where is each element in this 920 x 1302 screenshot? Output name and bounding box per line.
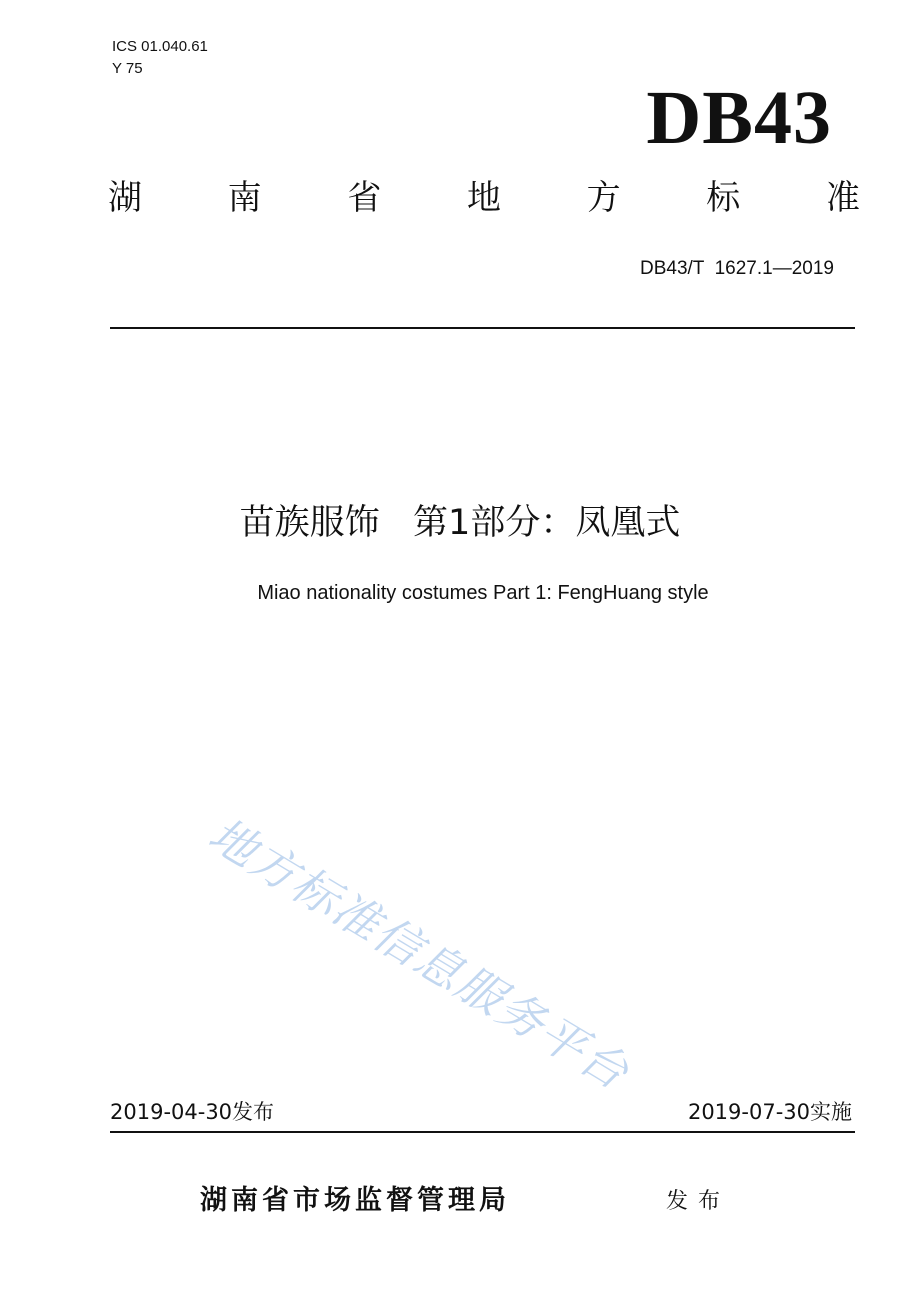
classification-codes	[112, 36, 208, 80]
issued-label: 发布	[666, 1189, 731, 1214]
issue-date: 2019-04-30发布	[110, 1100, 275, 1124]
watermark: 地方标准信息服务平台	[199, 806, 639, 1101]
title-char: 省	[347, 178, 382, 218]
category-code: Y 75	[112, 60, 143, 77]
top-divider	[110, 327, 855, 329]
implementation-date: 2019-07-30实施	[687, 1100, 852, 1124]
title-char: 标	[706, 178, 741, 218]
standard-number: DB43/T 1627.1—2019	[639, 258, 834, 279]
standard-type-title	[108, 174, 860, 222]
issuing-authority: 湖南省市场监督管理局	[200, 1185, 510, 1216]
ics-code: ICS 01.040.61	[112, 38, 208, 55]
document-title: 苗族服饰 第1部分：凤凰式	[239, 503, 681, 543]
db-code-logo: DB43	[646, 76, 832, 160]
title-char: 湖	[108, 178, 142, 218]
bottom-divider	[110, 1131, 855, 1133]
title-char: 方	[586, 178, 621, 218]
title-char: 准	[825, 178, 860, 218]
document-subtitle: Miao nationality costumes Part 1: FengHuang style	[257, 582, 709, 604]
title-char: 南	[227, 178, 262, 218]
title-char: 地	[466, 178, 501, 218]
